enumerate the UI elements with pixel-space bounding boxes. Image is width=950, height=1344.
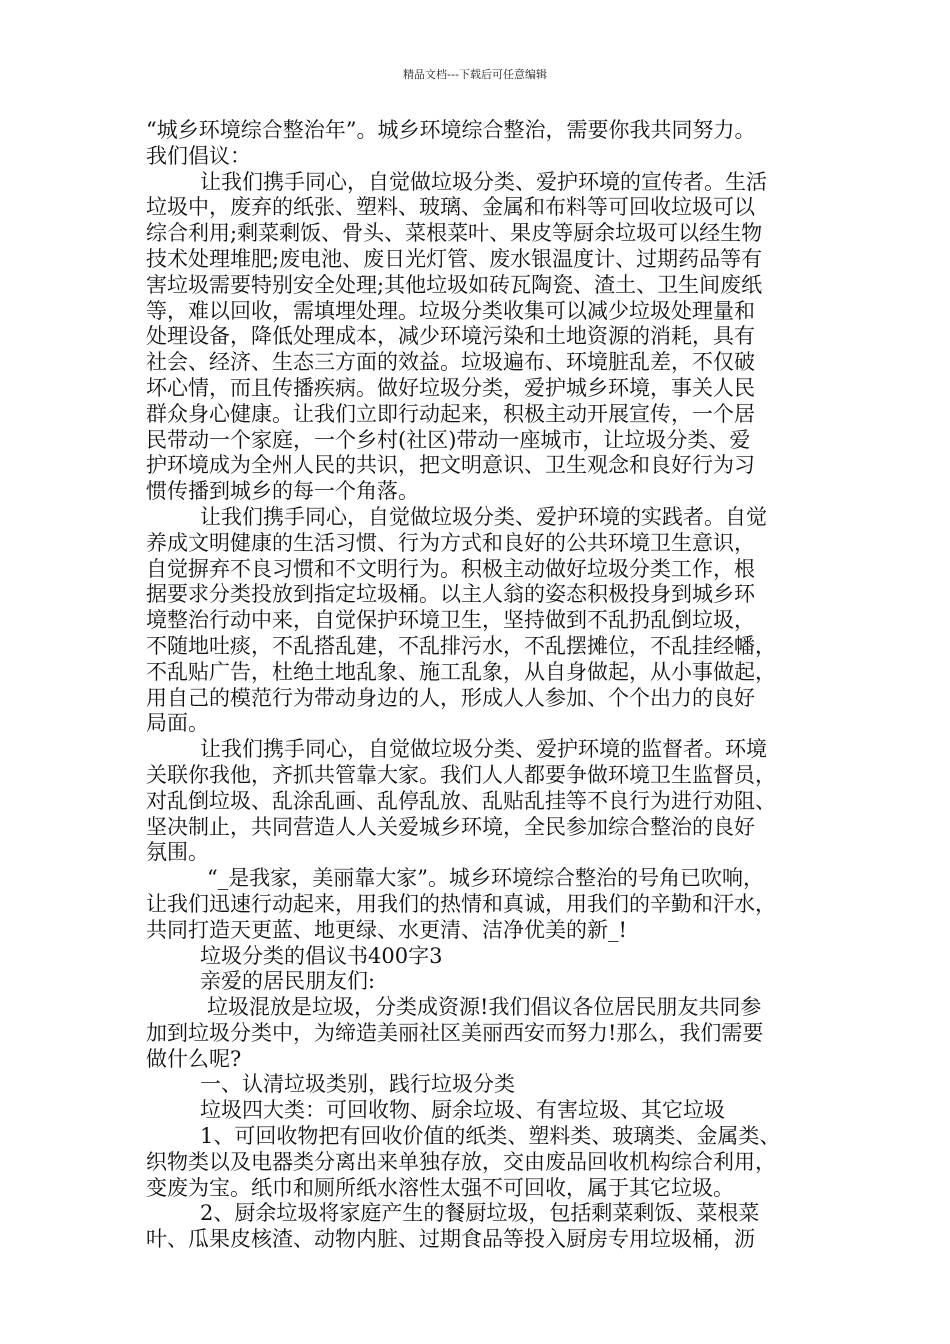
text-line: 叶、瓜果皮核渣、动物内脏、过期食品等投入厨房专用垃圾桶，沥 xyxy=(146,1227,755,1252)
text-line: 我们倡议： xyxy=(146,143,251,168)
text-line: 自觉摒弃不良习惯和不文明行为。积极主动做好垃圾分类工作，根 xyxy=(146,556,755,581)
section-heading: 垃圾分类的倡议书400字3 xyxy=(200,943,443,968)
text-line: 等，难以回收，需填埋处理。垃圾分类收集可以减少垃圾处理量和 xyxy=(146,298,755,323)
page-header: 精品文档---下载后可任意编辑 xyxy=(403,68,547,81)
text-line: 1、可回收物把有回收价值的纸类、塑料类、玻璃类、金属类、 xyxy=(200,1124,781,1149)
text-line: 局面。 xyxy=(146,711,209,736)
text-line: 织物类以及电器类分离出来单独存放，交由废品回收机构综合利用， xyxy=(146,1149,776,1174)
text-line: 让我们迅速行动起来，用我们的热情和真诚，用我们的辛勤和汗水， xyxy=(146,891,776,916)
text-line: 关联你我他，齐抓共管靠大家。我们人人都要争做环境卫生监督员， xyxy=(146,762,776,787)
text-line: 惯传播到城乡的每一个角落。 xyxy=(146,479,419,504)
text-line: 垃圾中，废弃的纸张、塑料、玻璃、金属和布料等可回收垃圾可以 xyxy=(146,195,755,220)
text-line: 垃圾混放是垃圾，分类成资源!我们倡议各位居民朋友共同参 xyxy=(207,995,762,1020)
text-line: 让我们携手同心，自觉做垃圾分类、爱护环境的实践者。自觉 xyxy=(200,504,767,529)
text-line: 境整治行动中来，自觉保护环境卫生，坚持做到不乱扔乱倒垃圾， xyxy=(146,608,755,633)
text-line: 做什么呢? xyxy=(146,1046,242,1071)
text-line: 一、认清垃圾类别，践行垃圾分类 xyxy=(200,1072,515,1097)
text-line: 民带动一个家庭，一个乡村(社区)带动一座城市，让垃圾分类、爱 xyxy=(146,427,751,452)
text-line: 社会、经济、生态三方面的效益。垃圾遍布、环境脏乱差，不仅破 xyxy=(146,350,755,375)
text-line: 据要求分类投放到指定垃圾桶。以主人翁的姿态积极投身到城乡环 xyxy=(146,582,755,607)
text-line: 害垃圾需要特别安全处理;其他垃圾如砖瓦陶瓷、渣土、卫生间废纸 xyxy=(146,272,763,297)
text-line: 氛围。 xyxy=(146,840,209,865)
text-line: 坏心情，而且传播疾病。做好垃圾分类，爱护城乡环境，事关人民 xyxy=(146,375,755,400)
text-line: 2、厨余垃圾将家庭产生的餐厨垃圾，包括剩菜剩饭、菜根菜 xyxy=(200,1201,760,1226)
text-line: 坚决制止，共同营造人人关爱城乡环境，全民参加综合整治的良好 xyxy=(146,814,755,839)
text-line: “_是我家，美丽靠大家”。城乡环境综合整治的号角已吹响， xyxy=(207,866,764,891)
text-line: 群众身心健康。让我们立即行动起来，积极主动开展宣传，一个居 xyxy=(146,401,755,426)
text-line: 护环境成为全州人民的共识，把文明意识、卫生观念和良好行为习 xyxy=(146,453,755,478)
text-line: 垃圾四大类：可回收物、厨余垃圾、有害垃圾、其它垃圾 xyxy=(200,1098,725,1123)
text-line: 对乱倒垃圾、乱涂乱画、乱停乱放、乱贴乱挂等不良行为进行劝阻、 xyxy=(146,788,776,813)
text-line: “城乡环境综合整治年”。城乡环境综合整治，需要你我共同努力。 xyxy=(146,118,756,142)
text-line: 变废为宝。纸巾和厕所纸水溶性太强不可回收，属于其它垃圾。 xyxy=(146,1175,734,1200)
text-line: 用自己的模范行为带动身边的人，形成人人参加、个个出力的良好 xyxy=(146,685,755,710)
text-line: 不乱贴广告，杜绝土地乱象、施工乱象，从自身做起，从小事做起， xyxy=(146,659,776,684)
text-line: 综合利用;剩菜剩饭、骨头、菜根菜叶、果皮等厨余垃圾可以经生物 xyxy=(146,221,763,246)
text-line: 让我们携手同心，自觉做垃圾分类、爱护环境的监督者。环境 xyxy=(200,737,767,762)
text-line: 让我们携手同心，自觉做垃圾分类、爱护环境的宣传者。生活 xyxy=(200,169,767,194)
document-body xyxy=(146,118,836,1253)
text-line: 不随地吐痰，不乱搭乱建，不乱排污水，不乱摆摊位，不乱挂经幡， xyxy=(146,633,776,658)
salutation: 亲爱的居民朋友们: xyxy=(200,969,376,994)
text-line: 共同打造天更蓝、地更绿、水更清、洁净优美的新_! xyxy=(146,917,627,942)
text-line: 养成文明健康的生活习惯、行为方式和良好的公共环境卫生意识， xyxy=(146,530,755,555)
text-line: 技术处理堆肥;废电池、废日光灯管、废水银温度计、过期药品等有 xyxy=(146,246,763,271)
text-line: 加到垃圾分类中，为缔造美丽社区美丽西安而努力!那么，我们需要 xyxy=(146,1020,764,1045)
text-line: 处理设备，降低处理成本，减少环境污染和土地资源的消耗，具有 xyxy=(146,324,755,349)
